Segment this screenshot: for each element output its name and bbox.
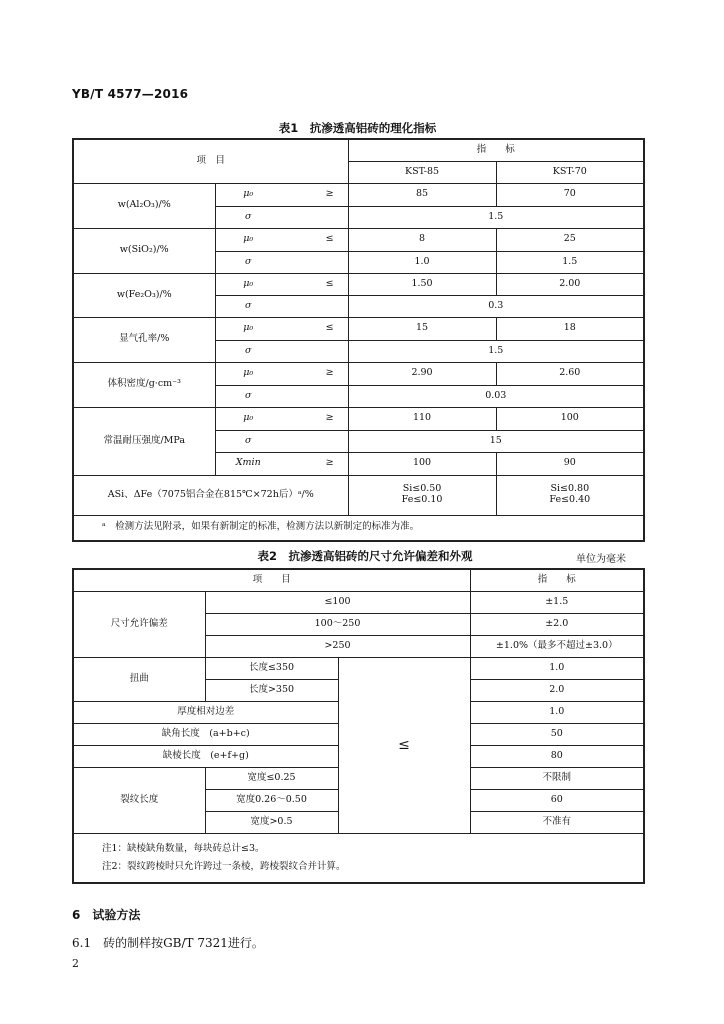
symbol-mu: μ₀ bbox=[215, 407, 281, 430]
table2-cell: 宽度>0.5 bbox=[205, 811, 338, 833]
standard-code: YB/T 4577—2016 bbox=[72, 87, 189, 101]
table2-cell: >250 bbox=[205, 635, 470, 657]
table2-corner-label: 缺角长度 (a+b+c) bbox=[73, 723, 338, 745]
symbol-mu: μ₀ bbox=[215, 228, 281, 251]
table2-cell: 100～250 bbox=[205, 613, 470, 635]
table1-cell: Fe≤0.40 bbox=[549, 494, 591, 505]
table1-cell: 2.60 bbox=[496, 362, 644, 385]
symbol-sigma: σ bbox=[215, 251, 281, 273]
table1-cell: 100 bbox=[496, 407, 644, 430]
symbol-mu: μ₀ bbox=[215, 362, 281, 385]
symbol-sigma: σ bbox=[215, 430, 281, 452]
operator: ≥ bbox=[281, 407, 348, 430]
table2-notes bbox=[73, 833, 644, 883]
table2-cell: 不限制 bbox=[470, 767, 644, 789]
section-heading: 6 试验方法 bbox=[72, 908, 141, 922]
table2-cell: 宽度0.26～0.50 bbox=[205, 789, 338, 811]
table1-cell: 90 bbox=[496, 452, 644, 475]
table2-caption: 表2 抗渗透高铝砖的尺寸允许偏差和外观 bbox=[257, 549, 473, 563]
table2-cell: 50 bbox=[470, 723, 644, 745]
table1-col-kst70: KST-70 bbox=[496, 161, 644, 183]
page-number: 2 bbox=[72, 957, 79, 970]
table2-thickness-label: 厚度相对边差 bbox=[73, 701, 338, 723]
table1-cell: 15 bbox=[348, 317, 496, 340]
table1-row-label: w(SiO₂)/% bbox=[73, 228, 215, 273]
less-equal-symbol: ≤ bbox=[338, 657, 470, 833]
table2-cell: ≤100 bbox=[205, 591, 470, 613]
table1-cell: 110 bbox=[348, 407, 496, 430]
table2-edge-label: 缺棱长度 (e+f+g) bbox=[73, 745, 338, 767]
table1-cell: 25 bbox=[496, 228, 644, 251]
table2-note-1: 注1：缺棱缺角数量，每块砖总计≤3。 bbox=[102, 842, 265, 854]
table1-cell: 18 bbox=[496, 317, 644, 340]
table2-cell: 不准有 bbox=[470, 811, 644, 833]
table2-col-index: 指 标 bbox=[470, 569, 644, 591]
table1-row-label: w(Al₂O₃)/% bbox=[73, 183, 215, 228]
table2-cell: 1.0 bbox=[470, 701, 644, 723]
table1-asi-label: ASi、ΔFe（7075铝合金在815℃×72h后）ᵃ/% bbox=[73, 475, 348, 515]
table2-cell: ±1.5 bbox=[470, 591, 644, 613]
table2-cell: ±1.0%（最多不超过±3.0） bbox=[470, 635, 644, 657]
operator: ≤ bbox=[281, 273, 348, 295]
table1-cell: 15 bbox=[348, 430, 644, 452]
table1-cell: 0.3 bbox=[348, 295, 644, 317]
table1-cell: 85 bbox=[348, 183, 496, 206]
table1-cell: 1.5 bbox=[348, 206, 644, 228]
table2-cell: 长度>350 bbox=[205, 679, 338, 701]
table1-row-label: 常温耐压强度/MPa bbox=[73, 407, 215, 475]
table1-footnote: ᵃ 检测方法见附录，如果有新制定的标准，检测方法以新制定的标准为准。 bbox=[73, 515, 644, 541]
table1-caption: 表1 抗渗透高铝砖的理化指标 bbox=[278, 121, 437, 135]
table1-cell: 2.00 bbox=[496, 273, 644, 295]
table2-col-item: 项 目 bbox=[73, 569, 470, 591]
table1-row-label: 体积密度/g·cm⁻³ bbox=[73, 362, 215, 407]
table1-col-kst85: KST-85 bbox=[348, 161, 496, 183]
table2-unit: 单位为毫米 bbox=[576, 554, 626, 565]
table2-cell: 1.0 bbox=[470, 657, 644, 679]
table1-cell: Si≤0.50 bbox=[402, 483, 442, 495]
symbol-sigma: σ bbox=[215, 385, 281, 407]
operator: ≥ bbox=[281, 452, 348, 475]
table2-cell: 80 bbox=[470, 745, 644, 767]
table2-warp-label: 扭曲 bbox=[73, 657, 205, 701]
table1-cell: 100 bbox=[348, 452, 496, 475]
symbol-sigma: σ bbox=[215, 340, 281, 362]
symbol-mu: μ₀ bbox=[215, 317, 281, 340]
table1-cell: 1.5 bbox=[348, 340, 644, 362]
table2-cell: 宽度≤0.25 bbox=[205, 767, 338, 789]
table1-cell: 2.90 bbox=[348, 362, 496, 385]
symbol-mu: μ₀ bbox=[215, 273, 281, 295]
table1-cell: 70 bbox=[496, 183, 644, 206]
table2-note-2: 注2：裂纹跨棱时只允许跨过一条棱，跨棱裂纹合并计算。 bbox=[102, 860, 346, 872]
table1-cell: 8 bbox=[348, 228, 496, 251]
table1-cell: 0.03 bbox=[348, 385, 644, 407]
clause-6-1: 6.1 砖的制样按GB/T 7321进行。 bbox=[72, 936, 264, 950]
table1-cell: Fe≤0.10 bbox=[401, 494, 443, 505]
table2-cell: ±2.0 bbox=[470, 613, 644, 635]
table2 bbox=[72, 568, 645, 884]
table1-asi-kst70 bbox=[496, 475, 644, 515]
table2-cell: 60 bbox=[470, 789, 644, 811]
operator: ≤ bbox=[281, 317, 348, 340]
table1-row-label: 显气孔率/% bbox=[73, 317, 215, 362]
table1-col-item: 项 目 bbox=[73, 139, 348, 183]
operator: ≤ bbox=[281, 228, 348, 251]
symbol-mu: μ₀ bbox=[215, 183, 281, 206]
table2-cell: 长度≤350 bbox=[205, 657, 338, 679]
table1-row-label: w(Fe₂O₃)/% bbox=[73, 273, 215, 317]
table2-crack-label: 裂纹长度 bbox=[73, 767, 205, 833]
symbol-sigma: σ bbox=[215, 206, 281, 228]
table2-cell: 2.0 bbox=[470, 679, 644, 701]
symbol-xmin: Xmin bbox=[215, 452, 281, 475]
symbol-sigma: σ bbox=[215, 295, 281, 317]
table1-cell: 1.50 bbox=[348, 273, 496, 295]
operator: ≥ bbox=[281, 362, 348, 385]
table1-cell: Si≤0.80 bbox=[550, 483, 590, 495]
table1-cell: 1.0 bbox=[348, 251, 496, 273]
operator: ≥ bbox=[281, 183, 348, 206]
table1-cell: 1.5 bbox=[496, 251, 644, 273]
table1-col-index: 指 标 bbox=[348, 139, 644, 161]
table1 bbox=[72, 138, 645, 542]
table2-size-label: 尺寸允许偏差 bbox=[73, 591, 205, 657]
table1-asi-kst85 bbox=[348, 475, 496, 515]
